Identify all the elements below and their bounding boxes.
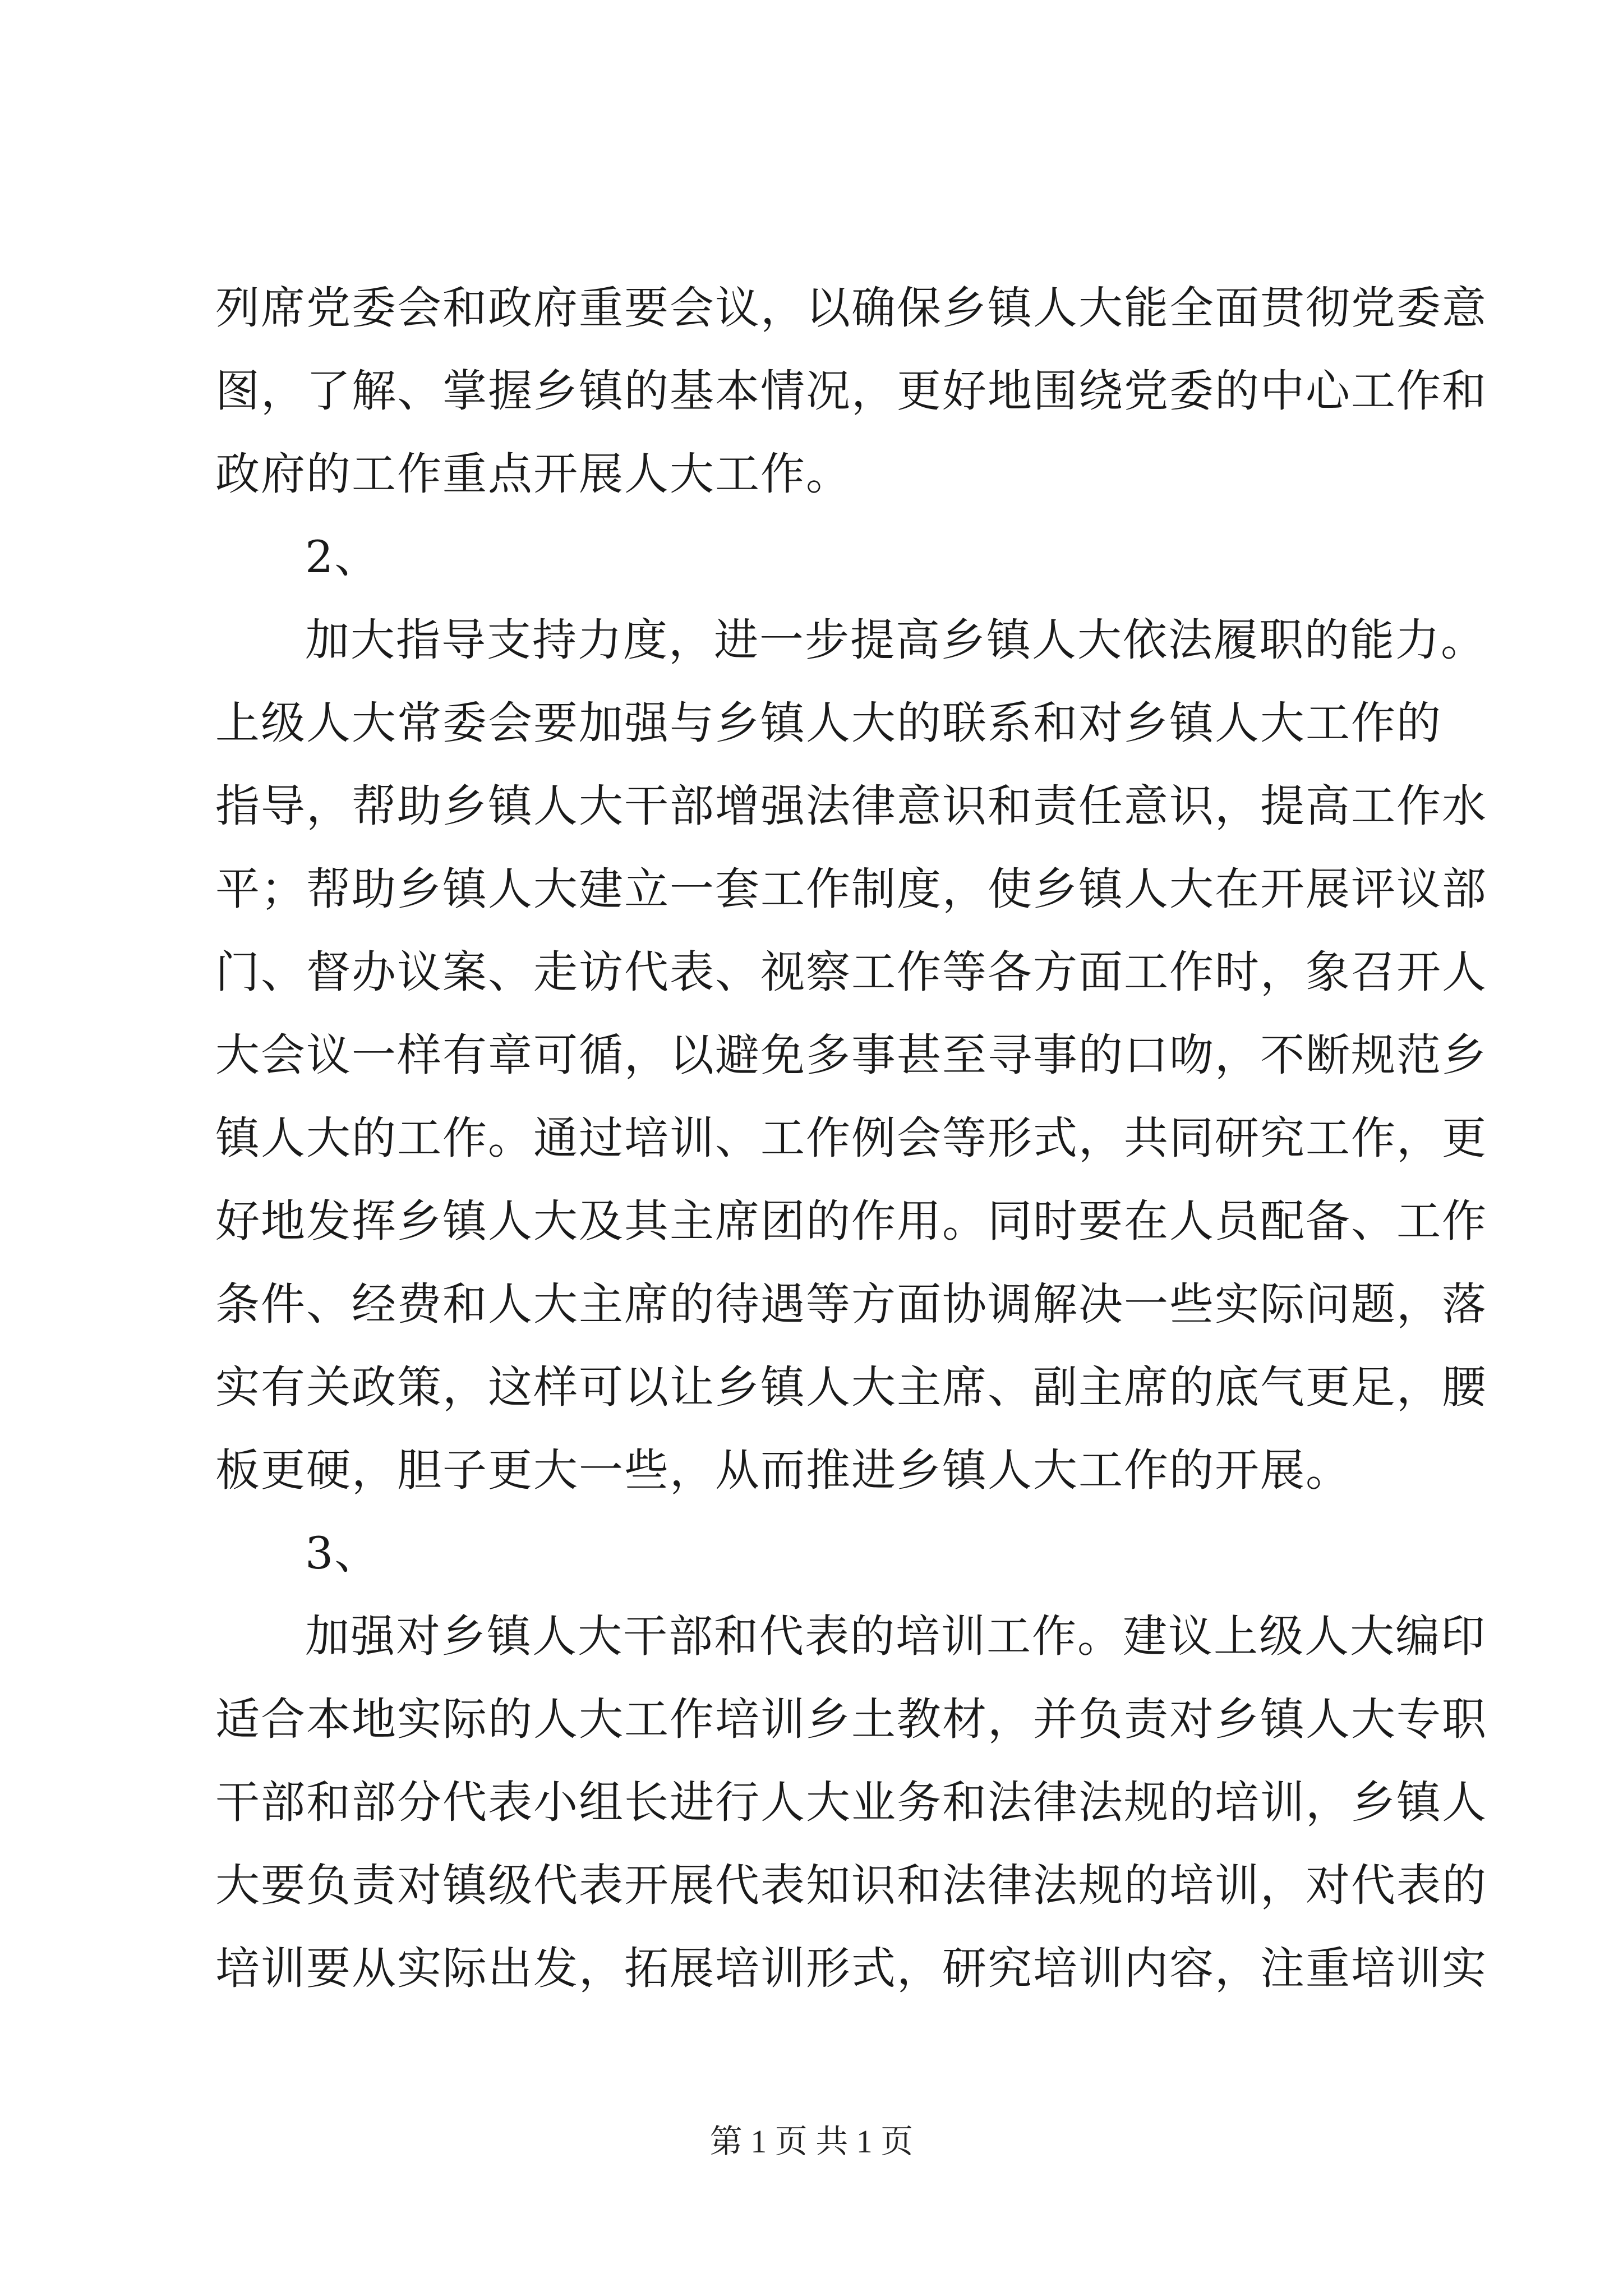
- section-heading-line: 加大指导支持力度，进一步提高乡镇人大依法履职的能力。: [305, 614, 1486, 666]
- paragraph-line: 条件、经费和人大主席的待遇等方面协调解决一些实际问题，落: [215, 1278, 1487, 1330]
- section-number: 2、: [305, 531, 380, 583]
- paragraph-line: 列席党委会和政府重要会议，以确保乡镇人大能全面贯彻党委意: [215, 282, 1487, 334]
- paragraph-line: 镇人大的工作。通过培训、工作例会等形式，共同研究工作，更: [215, 1112, 1487, 1164]
- paragraph-line: 图，了解、掌握乡镇的基本情况，更好地围绕党委的中心工作和: [215, 365, 1487, 417]
- paragraph-line: 板更硬，胆子更大一些，从而推进乡镇人大工作的开展。: [215, 1444, 1351, 1496]
- paragraph-line: 实有关政策，这样可以让乡镇人大主席、副主席的底气更足，腰: [215, 1361, 1487, 1413]
- paragraph-line: 平；帮助乡镇人大建立一套工作制度，使乡镇人大在开展评议部: [215, 863, 1487, 915]
- paragraph-line: 适合本地实际的人大工作培训乡土教材，并负责对乡镇人大专职: [215, 1694, 1487, 1745]
- page-number-footer: 第 1 页 共 1 页: [709, 2123, 914, 2160]
- paragraph-line: 好地发挥乡镇人大及其主席团的作用。同时要在人员配备、工作: [215, 1195, 1487, 1247]
- paragraph-line: 上级人大常委会要加强与乡镇人大的联系和对乡镇人大工作的: [215, 697, 1442, 749]
- section-heading-line: 加强对乡镇人大干部和代表的培训工作。建议上级人大编印: [305, 1611, 1486, 1662]
- paragraph-line: 大会议一样有章可循，以避免多事甚至寻事的口吻，不断规范乡: [215, 1029, 1487, 1081]
- section-number: 3、: [305, 1527, 380, 1579]
- paragraph-line: 指导，帮助乡镇人大干部增强法律意识和责任意识，提高工作水: [215, 780, 1487, 832]
- paragraph-line: 政府的工作重点开展人大工作。: [215, 448, 851, 500]
- document-body: [215, 266, 1487, 2010]
- paragraph-line: 干部和部分代表小组长进行人大业务和法律法规的培训，乡镇人: [215, 1777, 1487, 1828]
- paragraph-line: 门、督办议案、走访代表、视察工作等各方面工作时，象召开人: [215, 946, 1487, 998]
- paragraph-line: 培训要从实际出发，拓展培训形式，研究培训内容，注重培训实: [215, 1943, 1487, 1994]
- paragraph-line: 大要负责对镇级代表开展代表知识和法律法规的培训，对代表的: [215, 1860, 1487, 1911]
